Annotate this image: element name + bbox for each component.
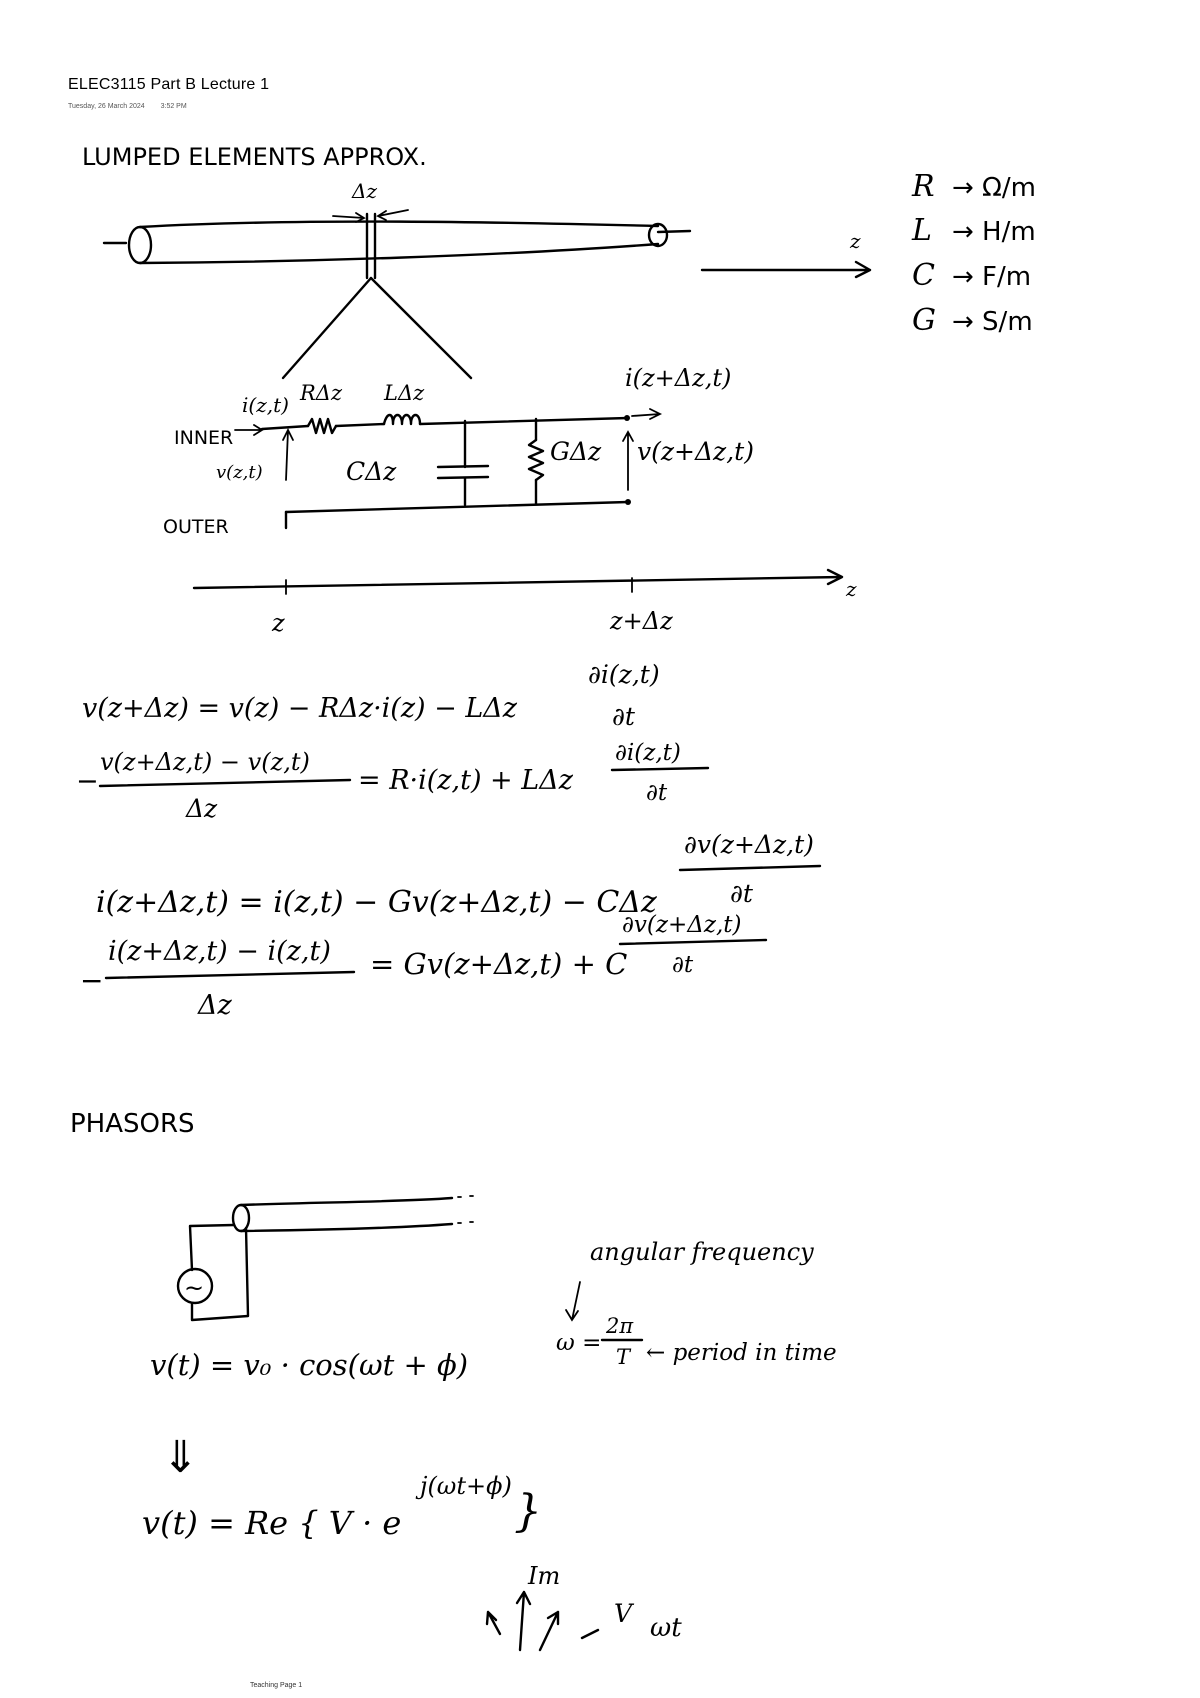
equation-3: i(z+Δz,t) = i(z,t) − Gv(z+Δz,t) − CΔz [96, 885, 657, 920]
equation-2-rhs: = R·i(z,t) + LΔz [358, 765, 573, 796]
omega-numerator: 2π [606, 1314, 634, 1338]
equation-1-denominator: ∂t [612, 702, 635, 731]
axis-label-z: z [846, 577, 857, 601]
unit-symbol-c: C [912, 258, 935, 293]
delta-z-label: Δz [352, 179, 377, 203]
unit-value-r: → Ω/m [952, 173, 1037, 203]
equation-2-fraction-numerator: ∂i(z,t) [615, 740, 681, 766]
label-outer: OUTER [163, 516, 229, 538]
equation-2-denominator: Δz [186, 794, 218, 823]
page-date: Tuesday, 26 March 2024 [68, 103, 145, 110]
axis-tick-z: z [272, 609, 285, 637]
equation-1-numerator: ∂i(z,t) [588, 660, 660, 689]
label-inner: INNER [174, 427, 234, 449]
equation-4-minus: − [80, 964, 104, 997]
page-time: 3:52 PM [160, 103, 187, 110]
angular-frequency-arrow [566, 1282, 580, 1320]
page-footer: Teaching Page 1 [250, 1682, 303, 1689]
period-label: ← period in time [646, 1340, 837, 1366]
equation-4-denominator: Δz [198, 990, 232, 1021]
equation-3-numerator: ∂v(z+Δz,t) [684, 830, 814, 859]
label-g-dz: GΔz [550, 437, 602, 466]
phasor-v-label: V [614, 1599, 633, 1628]
z-axis-label-top: z [850, 229, 861, 253]
lumped-elements-heading: LUMPED ELEMENTS APPROX. [82, 143, 427, 171]
unit-symbol-l: L [912, 213, 932, 248]
label-v-in: v(z,t) [216, 462, 263, 483]
unit-symbol-r: R [912, 169, 935, 204]
label-i-in: i(z,t) [242, 393, 289, 417]
equation-v-re: v(t) = Re { V · e [142, 1504, 402, 1542]
ac-source-icon: ~ [184, 1274, 205, 1302]
equation-v-cos: v(t) = v₀ · cos(ωt + ϕ) [150, 1348, 469, 1382]
unit-value-g: → S/m [952, 307, 1033, 337]
label-r-dz: RΔz [300, 381, 343, 405]
phasors-heading: PHASORS [70, 1109, 195, 1139]
source-and-line-drawing [178, 1196, 476, 1320]
transmission-line-drawing [104, 210, 870, 378]
label-v-out: v(z+Δz,t) [637, 437, 754, 466]
axis-tick-z-plus-dz: z+Δz [610, 607, 673, 635]
equation-4-numerator: i(z+Δz,t) − i(z,t) [108, 936, 331, 967]
equation-v-re-brace: } [514, 1486, 542, 1537]
page-title: ELEC3115 Part B Lecture 1 [68, 76, 270, 93]
phasor-sketch [487, 1592, 598, 1650]
imaginary-axis-label: Im [528, 1562, 561, 1590]
equation-3-denominator: ∂t [730, 879, 753, 908]
omega-lhs: ω = [556, 1330, 602, 1356]
omega-denominator: T [616, 1345, 631, 1369]
angular-frequency-label: angular frequency [590, 1238, 814, 1266]
equation-4-fraction-denominator: ∂t [672, 952, 694, 978]
label-l-dz: LΔz [384, 381, 425, 405]
equation-2-minus: − [76, 766, 99, 797]
equation-4-fraction-numerator: ∂v(z+Δz,t) [622, 912, 742, 938]
implies-arrow: ⇓ [162, 1432, 199, 1483]
equation-1: v(z+Δz) = v(z) − RΔz·i(z) − LΔz [82, 693, 518, 724]
label-i-out: i(z+Δz,t) [625, 364, 732, 392]
equation-4-rhs: = Gv(z+Δz,t) + C [370, 947, 628, 981]
omega-t-label: ωt [650, 1613, 682, 1643]
unit-value-l: → H/m [952, 217, 1036, 247]
unit-symbol-g: G [912, 303, 936, 338]
label-c-dz: CΔz [346, 457, 397, 486]
equation-v-re-exponent: j(ωt+ϕ) [420, 1472, 512, 1500]
unit-value-c: → F/m [952, 262, 1032, 292]
equation-2-fraction-denominator: ∂t [646, 780, 668, 806]
equation-2-numerator: v(z+Δz,t) − v(z,t) [100, 748, 310, 776]
